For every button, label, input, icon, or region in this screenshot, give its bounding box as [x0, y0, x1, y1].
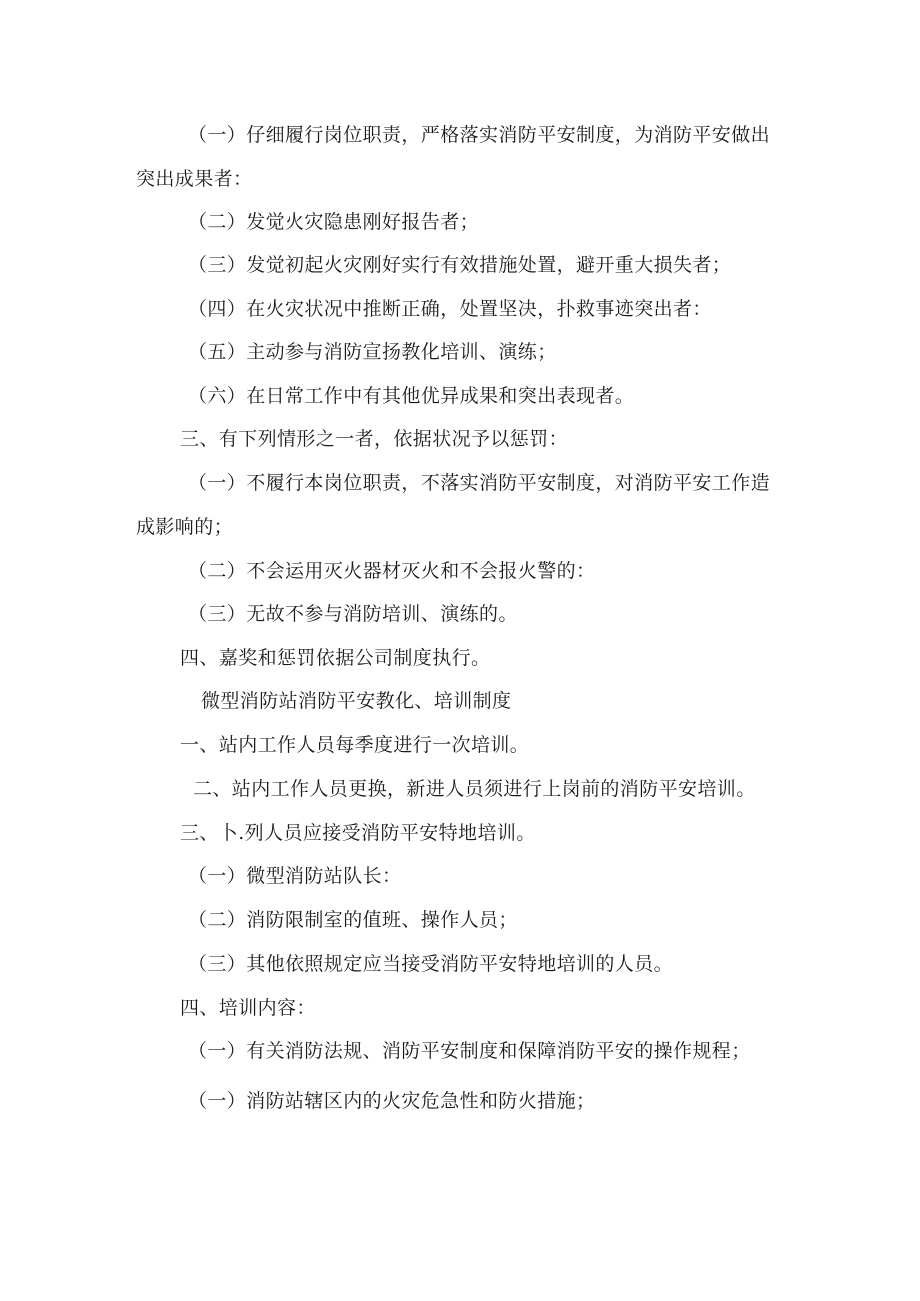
section-heading: 三、卜.列人员应接受消防平安特地培训。 — [180, 822, 536, 844]
text-line: （二）发觉火灾隐患刚好报告者； — [188, 211, 480, 233]
text-line: 突出成果者： — [136, 168, 253, 190]
document-title: 微型消防站消防平安教化、培训制度 — [201, 690, 512, 712]
section-heading: 四、培训内容： — [180, 997, 316, 1019]
section-heading: 四、嘉奖和惩罚依据公司制度执行。 — [180, 647, 491, 669]
text-line: （三）其他依照规定应当接受消防平安特地培训的人员。 — [188, 953, 674, 975]
text-line: （一）微型消防站队长： — [188, 865, 402, 887]
text-line: （六）在日常工作中有其他优异成果和突出表现者。 — [188, 385, 635, 407]
text-line: （三）发觉初起火灾刚好实行有效措施处置，避开重大损失者； — [188, 254, 732, 276]
text-line: （一）仔细履行岗位职责，严格落实消防平安制度，为消防平安做出 — [188, 124, 771, 146]
section-heading: 二、站内工作人员更换，新进人员须进行上岗前的消防平安培训。 — [193, 778, 756, 800]
text-line: （五）主动参与消防宣扬教化培训、演练； — [188, 341, 557, 363]
text-line: （二）不会运用灭火器材灭火和不会报火警的： — [188, 560, 596, 582]
section-heading: 一、站内工作人员每季度进行一次培训。 — [180, 734, 530, 756]
text-line: （二）消防限制室的值班、操作人员； — [188, 909, 518, 931]
section-heading: 三、有下列情形之一者，依据状况予以惩罚： — [180, 428, 569, 450]
text-line: （一）不履行本岗位职责，不落实消防平安制度，对消防平安工作造 — [188, 472, 771, 494]
text-line: （一）消防站辖区内的火灾危急性和防火措施； — [188, 1090, 596, 1112]
text-line: 成影响的； — [136, 516, 234, 538]
text-line: （四）在火灾状况中推断正确，处置坚决，扑救事迹突出者： — [188, 298, 712, 320]
text-line: （一）有关消防法规、消防平安制度和保障消防平安的操作规程； — [188, 1040, 751, 1062]
text-line: （三）无故不参与消防培训、演练的。 — [188, 603, 518, 625]
